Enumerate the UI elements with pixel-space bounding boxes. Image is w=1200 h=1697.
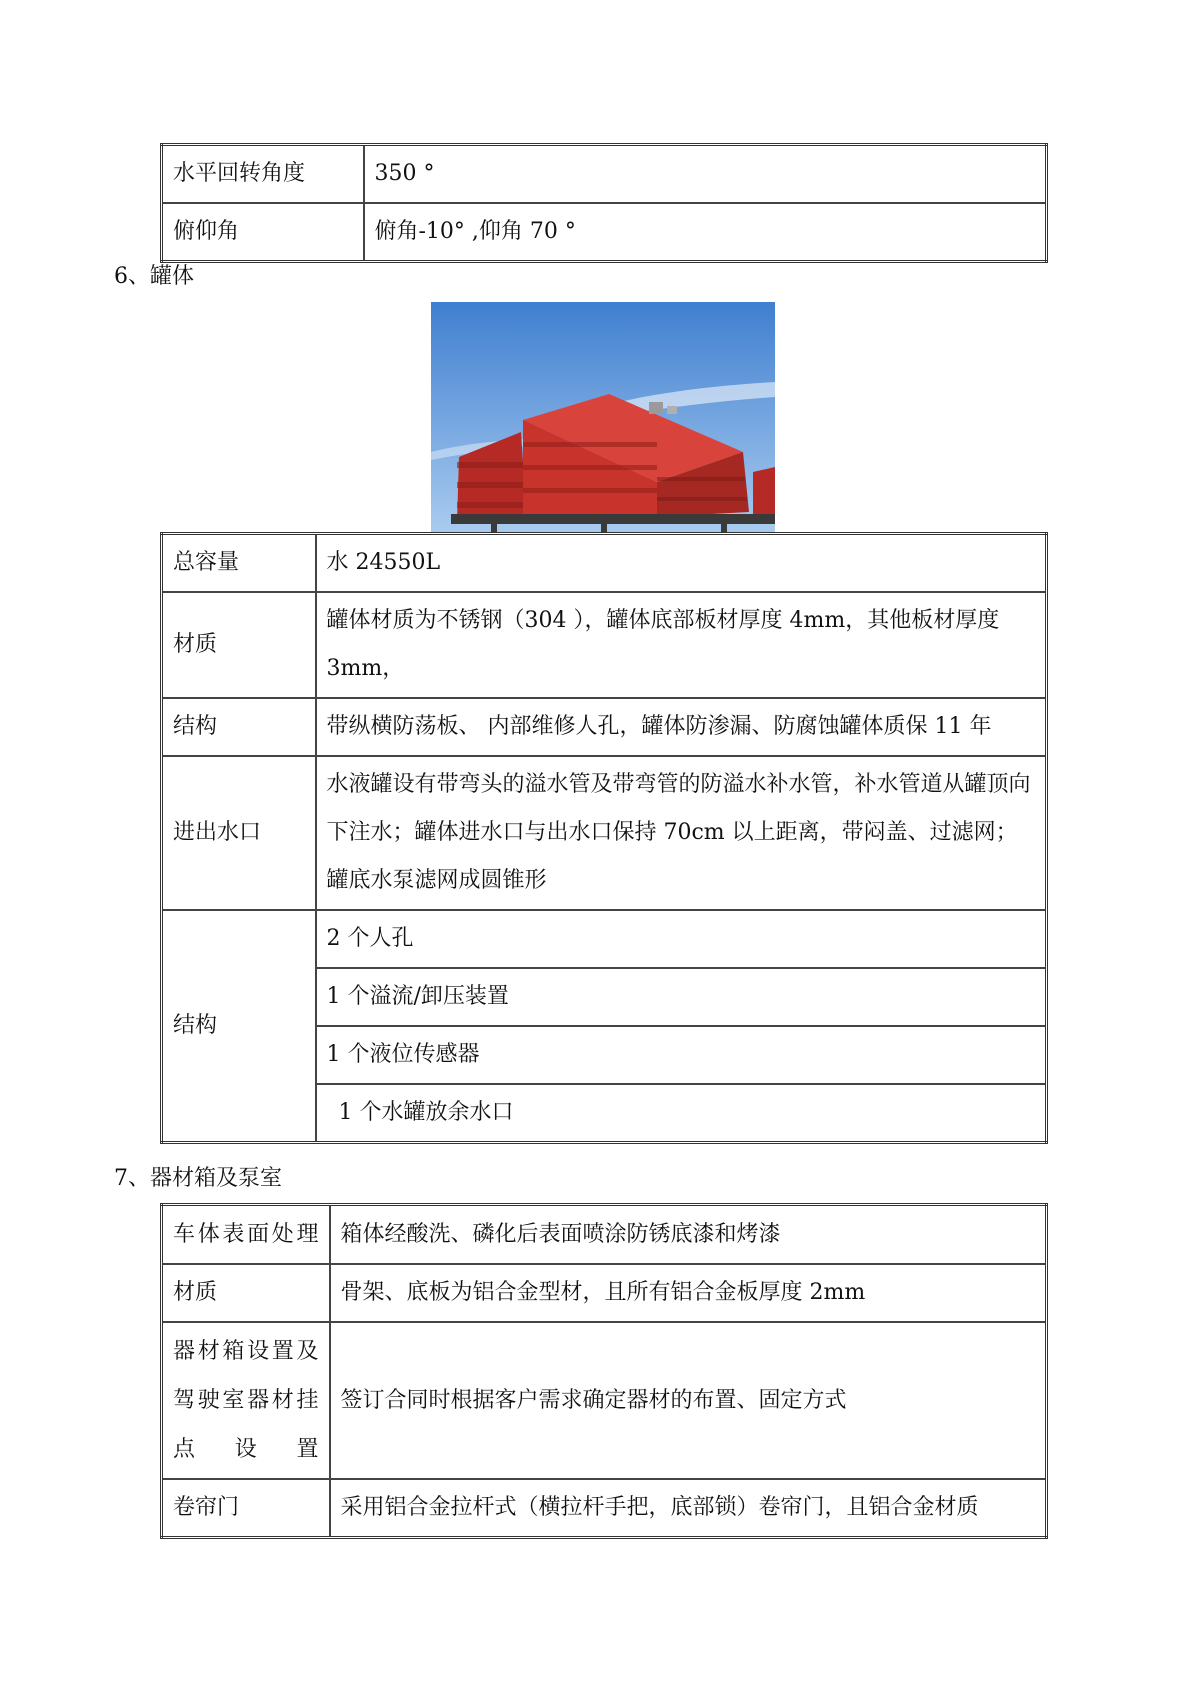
table-row [162, 145, 1047, 204]
table-row [162, 1205, 1047, 1265]
table-row [162, 756, 1047, 910]
row-value: 1 个液位传感器 [316, 1026, 1047, 1084]
tank-photo [431, 302, 775, 532]
row-label: 器材箱设置及驾驶室器材挂点设置 [162, 1322, 330, 1479]
row-label: 进出水口 [162, 756, 316, 910]
table-row [162, 1264, 1047, 1322]
row-value: 2 个人孔 [316, 910, 1047, 968]
table-row [162, 1479, 1047, 1538]
row-label: 卷帘门 [162, 1479, 330, 1538]
section-heading-tank: 6、罐体 [114, 264, 194, 289]
row-value: 箱体经酸洗、磷化后表面喷涂防锈底漆和烤漆 [330, 1205, 1047, 1265]
table-row [162, 698, 1047, 756]
row-value: 水液罐设有带弯头的溢水管及带弯管的防溢水补水管，补水管道从罐顶向下注水；罐体进水口与出水口保持 70cm 以上距离，带闷盖、过滤网；罐底水泵滤网成圆锥形 [316, 756, 1047, 910]
row-label: 结构 [162, 910, 316, 1143]
row-label: 车体表面处理 [162, 1205, 330, 1265]
table-row [162, 1322, 1047, 1479]
row-value: 350 ° [364, 145, 1047, 204]
table-row [162, 910, 1047, 968]
table-row [162, 203, 1047, 262]
row-value: 罐体材质为不锈钢（304 ），罐体底部板材厚度 4mm，其他板材厚度 3mm， [316, 592, 1047, 698]
row-label: 材质 [162, 592, 316, 698]
row-value: 采用铝合金拉杆式（横拉杆手把，底部锁）卷帘门，且铝合金材质 [330, 1479, 1047, 1538]
tank-photo-illustration [431, 302, 775, 532]
row-value: 骨架、底板为铝合金型材，且所有铝合金板厚度 2mm [330, 1264, 1047, 1322]
row-label: 水平回转角度 [162, 145, 364, 204]
row-value: 1 个水罐放余水口 [316, 1084, 1047, 1143]
row-label: 材质 [162, 1264, 330, 1322]
table-row [162, 592, 1047, 698]
tank-spec-table [160, 532, 1048, 1144]
row-label: 总容量 [162, 534, 316, 593]
row-value: 俯角-10° ,仰角 70 ° [364, 203, 1047, 262]
row-value: 1 个溢流/卸压装置 [316, 968, 1047, 1026]
row-value: 带纵横防荡板、 内部维修人孔，罐体防渗漏、防腐蚀罐体质保 11 年 [316, 698, 1047, 756]
equipment-box-table [160, 1203, 1048, 1539]
turret-angle-table [160, 143, 1048, 263]
row-label: 俯仰角 [162, 203, 364, 262]
row-value: 签订合同时根据客户需求确定器材的布置、固定方式 [330, 1322, 1047, 1479]
section-heading-equipment-box: 7、器材箱及泵室 [114, 1166, 282, 1191]
table-row [162, 534, 1047, 593]
row-value: 水 24550L [316, 534, 1047, 593]
row-label: 结构 [162, 698, 316, 756]
